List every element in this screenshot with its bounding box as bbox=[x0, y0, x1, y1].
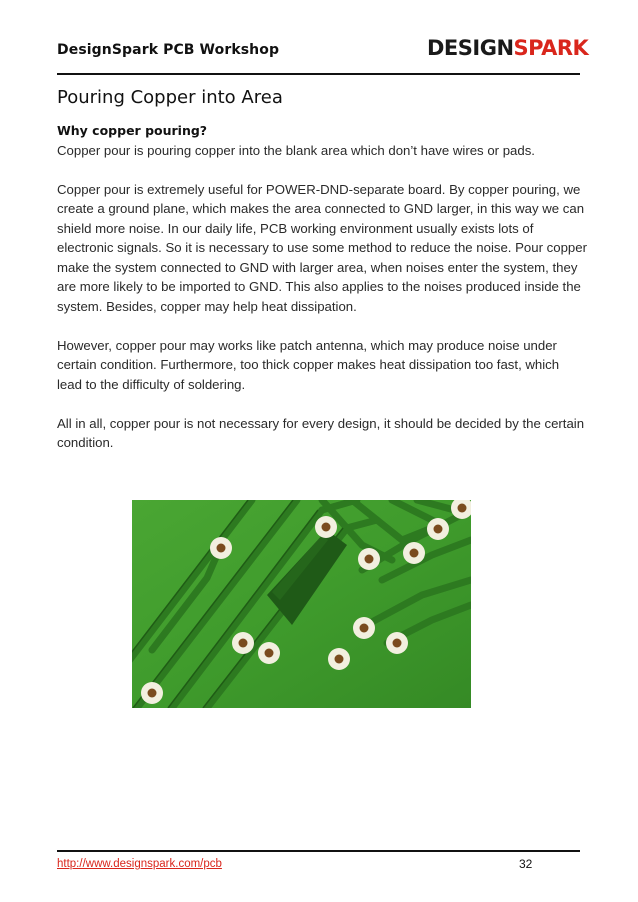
paragraph-1: Copper pour is pouring copper into the blank area which don’t have wires or pads. bbox=[57, 142, 535, 158]
paragraph-3: However, copper pour may works like patch antenna, which may produce noise under certain condition. Furthermore, too thick copper makes heat dissipation too fast, which lead to the difficulty of soldering. bbox=[57, 337, 560, 392]
pad bbox=[328, 648, 350, 670]
subheading: Why copper pouring? bbox=[57, 123, 208, 138]
designspark-logo bbox=[427, 35, 588, 61]
pcb-photo bbox=[132, 500, 471, 708]
pad bbox=[358, 548, 380, 570]
logo-spark-text: SPARK bbox=[513, 36, 589, 60]
footer-divider bbox=[57, 850, 580, 852]
pad bbox=[232, 632, 254, 654]
pad bbox=[403, 542, 425, 564]
pad bbox=[141, 682, 163, 704]
pad bbox=[353, 617, 375, 639]
paragraph-2: Copper pour is extremely useful for POWER-DND-separate board. By copper pouring, we create a ground plane, which makes the area connected to GND larger, in this way we can shield more noise. In our daily life, PCB working environment usually exists lots of electronic signals. So it is necessary to use some method to reduce the noise. Pour copper make the system connected to GND with larger area, when noises enter the system, they are more likely to be imported to GND. This also applies to the noises produced inside the system. Besides, copper may help heat dissipation. bbox=[57, 181, 587, 314]
header-title: DesignSpark PCB Workshop bbox=[57, 42, 280, 58]
page-number: 32 bbox=[519, 857, 533, 871]
header-divider bbox=[57, 73, 580, 75]
pad bbox=[386, 632, 408, 654]
logo-design-text: DESIGN bbox=[427, 36, 514, 60]
pad bbox=[210, 537, 232, 559]
section-body bbox=[57, 121, 587, 472]
pad bbox=[427, 518, 449, 540]
paragraph-4: All in all, copper pour is not necessary for every design, it should be decided by the certain condition. bbox=[57, 415, 585, 450]
pad bbox=[315, 516, 337, 538]
pad bbox=[258, 642, 280, 664]
footer-url-link[interactable]: http://www.designspark.com/pcb bbox=[57, 858, 222, 870]
section-title: Pouring Copper into Area bbox=[57, 87, 283, 108]
